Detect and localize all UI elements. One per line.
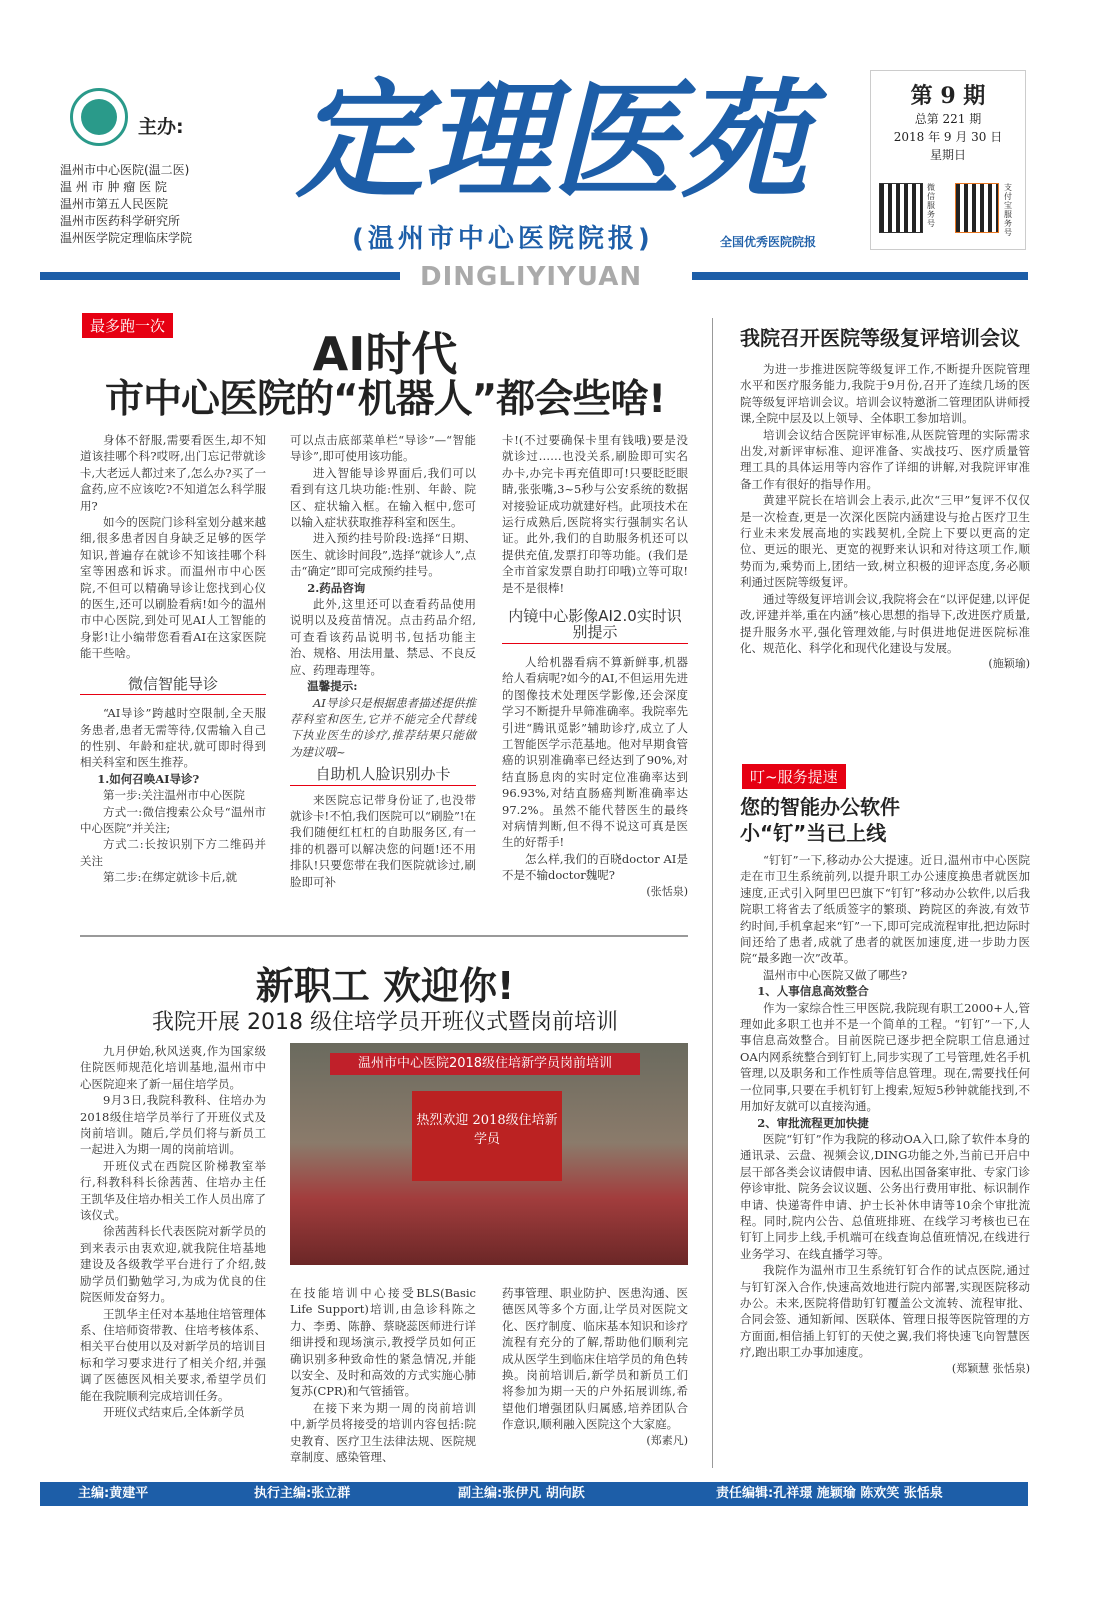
masthead-subtitle: (温州市中心医院院报): [352, 224, 654, 254]
sponsor-item: 温州市中心医院(温二医): [60, 163, 190, 177]
article3: [740, 794, 1030, 1377]
sponsor-item: 温州市医药科学研究所: [60, 214, 181, 228]
subheading: 2.药品咨询: [307, 580, 366, 595]
paragraph: 在技能培训中心接受BLS(Basic Life Support)培训,由急诊科陈之力、李勇、陈静、蔡晓蕊医师进行详细讲授和现场演示,教授学员如何正确识别多种致命性的紧急情况,并能以安全、及时和高效的方式实施心肺复苏(CPR)和气管插管。: [290, 1286, 476, 1399]
sponsor-item: 温 州 市 肿 瘤 医 院: [60, 180, 167, 194]
paragraph: 9月3日,我院科教科、住培办为2018级住培学员举行了开班仪式及岗前培训。随后,学员们将与新员工一起进入为期一周的岗前培训。: [80, 1093, 266, 1157]
paragraph: “AI导诊”跨越时空限制,全天服务患者,患者无需等待,仅需输入自己的性别、年龄和症状,就可即时得到相关科室和医生推荐。: [80, 706, 266, 770]
section-heading: 内镜中心影像AI2.0实时识别提示: [502, 608, 688, 644]
paragraph: 在接下来为期一周的岗前培训中,新学员将接受的培训内容包括:院史教育、医疗卫生法律法规、医院规章制度、感染管理、: [290, 1400, 476, 1465]
sponsor-item: 温州医学院定理临床学院: [60, 231, 193, 245]
article3-body: [740, 852, 1030, 1377]
paragraph: 身体不舒服,需要看医生,却不知道该挂哪个科?哎呀,出门忘记带就诊卡,大老远人都过来了,怎么办?买了一盒药,应不应该吃?不知道怎么科学服用?: [80, 433, 266, 513]
paragraph: 方式二:长按识别下方二维码并关注: [80, 837, 266, 868]
article1-col3: [502, 432, 688, 900]
paragraph: 卡!(不过要确保卡里有钱哦)要是没就诊过……也没关系,刷脸即可实名办卡,办完卡再充值即可!只要眨眨眼睛,张张嘴,3~5秒与公安系统的数据对接验证成功就建好档。此项技术在运行成熟后,医院将实行强制实名认证。此外,我们的自助服务机还可以提供充值,发票打印等功能。(我们是全市首家发票自助打印哦)立等可取!是不是很棒!: [502, 433, 688, 595]
article4-subtitle: 我院开展 2018 级住培学员开班仪式暨岗前培训: [152, 1010, 618, 1035]
paragraph: 进入智能导诊界面后,我们可以看到有这几块功能:性别、年龄、院区、症状输入框。在输入框中,您可以输入症状获取推荐科室和医生。: [290, 465, 476, 530]
article4-col2: [290, 1285, 476, 1465]
award-label: 全国优秀医院院报: [720, 235, 817, 249]
responsible-editors: 责任编辑:孔祥璟 施颖瑜 陈欢笑 张恬泉: [716, 1486, 943, 1501]
header-bar-left: [40, 272, 400, 280]
article1-title-line2: 市中心医院的“机器人”都会些啥!: [104, 377, 666, 422]
paragraph: 方式一:微信搜索公众号“温州市中心医院”并关注;: [80, 804, 266, 835]
article3-tag: 叮~服务提速: [742, 764, 846, 789]
paragraph: 人给机器看病不算新鲜事,机器给人看病呢?如今的AI,不但运用先进的图像技术处理医学影像,还会深度学习不断提升早筛准确率。我院率先引进“腾讯觅影”辅助诊疗,成立了人工智能医学示范基地。他对早期食管癌的识别准确率已经达到了90%,对结直肠息肉的实时定位准确率达到96.93%,对结直肠癌判断准确率达97.2%。虽然不能代替医生的最终对病情判断,但不得不说这可真是医生的好帮手!: [502, 654, 688, 850]
masthead-logo: [252, 55, 852, 215]
article1-col1: [80, 432, 266, 886]
article4-col3: [502, 1285, 688, 1449]
issue-weekday: 星期日: [929, 148, 966, 162]
paragraph: 为进一步推进医院等级复评工作,不断提升医院管理水平和医疗服务能力,我院于9月份,召开了连续几场的医院等级复评培训会议。培训会议特邀浙二管理团队讲师授课,全院中层及以上领导、全体职工参加培训。: [740, 362, 1030, 426]
total-issue: 总第 221 期: [914, 112, 982, 126]
paragraph: 培训会议结合医院评审标准,从医院管理的实际需求出发,对新评审标准、迎评准备、实战技巧、医疗质量管理工具的具体运用等内容作了详细的讲解,对我院评审准备工作有很好的指导作用。: [740, 427, 1030, 491]
paragraph: 九月伊始,秋风送爽,作为国家级住院医师规范化培训基地,温州市中心医院迎来了新一届住培学员。: [80, 1044, 266, 1091]
masthead-text: 定理医苑: [295, 66, 809, 215]
wechat-qr-icon[interactable]: [879, 183, 923, 233]
executive-editor: 执行主编:张立群: [254, 1486, 351, 1501]
chief-editor: 主编:黄建平: [78, 1486, 149, 1501]
section-heading: 自助机人脸识别办卡: [290, 766, 476, 785]
subheading: 1、人事信息高效整合: [757, 984, 869, 999]
author-signature: (施颖瑜): [988, 657, 1030, 671]
paragraph: “钉钉”一下,移动办公大提速。近日,温州市中心医院走在市卫生系统前列,以提升职工办公速度换患者就医加速度,正式引入阿里巴巴旗下“钉钉”移动办公软件,以后我院职工将省去了纸质签字的繁琐、跨院区的奔波,有效节约时间,手机拿起来“钉”一下,即可完成流程审批,把边际时间还给了患者,成就了患者的就医加速度,进一步助力医院“最多跑一次”改革。: [740, 853, 1030, 966]
paragraph: 开班仪式结束后,全体新学员: [103, 1404, 245, 1419]
alipay-qr-icon[interactable]: [955, 183, 999, 233]
training-photo: [290, 1043, 688, 1265]
host-label: 主办:: [138, 116, 184, 138]
issue-info-box: [870, 70, 1026, 250]
paragraph: 药事管理、职业防护、医患沟通、医德医风等多个方面,让学员对医院文化、医疗制度、临床基本知识和诊疗流程有充分的了解,帮助他们顺利完成从医学生到临床住培学员的角色转换。岗前培训后,新学员和新员工们将参加为期一天的户外拓展训练,希望他们增强团队归属感,培养团队合作意识,顺利融入医院这个大家庭。: [502, 1286, 688, 1432]
paragraph: 第二步:在绑定就诊卡后,就: [103, 870, 238, 885]
article1-tag: 最多跑一次: [82, 313, 173, 338]
masthead-pinyin: DINGLIYIYUAN: [420, 262, 643, 292]
subheading: 2、审批流程更加快捷: [757, 1115, 869, 1130]
paragraph: 第一步:关注温州市中心医院: [103, 788, 245, 803]
alipay-qr-label: 支付宝服务号: [1004, 183, 1012, 237]
header-bar-right: [692, 272, 1028, 280]
paragraph: 黄建平院长在培训会上表示,此次“三甲”复评不仅仅是一次检查,更是一次深化医院内涵建设与抢占医疗卫生行业未来发展高地的实践契机,全院上下要以更高的定位、更远的眼光、更宽的视野来认识和对待这项工作,顺势而为,乘势而上,团结一致,树立积极的迎评态度,务必顺利通过医院等级复评。: [740, 493, 1030, 590]
editorial-footer: [40, 1482, 1028, 1506]
subheading: 温馨提示:: [307, 679, 358, 694]
paragraph: 通过等级复评培训会议,我院将会在“以评促建,以评促改,评建并举,重在内涵”核心思想的指导下,改进医疗质量,提升服务水平,强化管理效能,与时俱进地促进医院标准化、规范化、科学化和现代化建设与发展。: [740, 591, 1030, 655]
sponsor-list: [60, 162, 192, 247]
article2: [740, 325, 1030, 673]
section-divider: [80, 935, 688, 937]
issue-number: 第 9 期: [910, 83, 986, 109]
paragraph: 医院“钉钉”作为我院的移动OA入口,除了软件本身的通讯录、云盘、视频会议,DING功能之外,当前已开启中层干部各类会议请假申请、因私出国备案审批、专家门诊停诊审批、院务会议议题、公务出行费用审批、标识制作申请、快递寄件申请、护士长补休申请等10余个审批流程。同时,院内公告、总值班排班、在线学习考核也已在钉钉上同步上线,手机端可在线查询总值班情况,在线进行业务学习、在线直播学习等。: [740, 1131, 1030, 1261]
photo-screen: 热烈欢迎 2018级住培新学员: [412, 1091, 562, 1181]
paragraph: 如今的医院门诊科室划分越来越细,很多患者因自身缺乏足够的医学知识,普遍存在就诊不知该挂哪个科室等困惑和诉求。而温州市中心医院,不但可以精确导诊让您找到心仪的医生,还可以刷脸看病!如今的温州市中心医院,到处可见AI人工智能的身影!让小编带您看看AI在这家医院能干些啥。: [80, 515, 266, 661]
article2-body: [740, 361, 1030, 673]
author-signature: (郑素凡): [646, 1433, 688, 1447]
paragraph: 我院作为温州市卫生系统钉钉合作的试点医院,通过与钉钉深入合作,快速高效地进行院内部署,实现医院移动办公。未来,医院将借助钉钉覆盖公文流转、流程审批、合同会签、通知新闻、医联体、管理日报等医院管理的方方面面,相信插上钉钉的天使之翼,我们将快速飞向智慧医疗,跑出职工办事加速度。: [740, 1263, 1030, 1360]
paragraph: 来医院忘记带身份证了,也没带就诊卡!不怕,我们医院可以“刷脸”!在我们随便红杠杠的自助服务区,有一排的机器可以解决您的问题!还不用排队!只要您带在我们医院就诊过,刷脸即可补: [290, 792, 476, 889]
article2-title: 我院召开医院等级复评培训会议: [740, 326, 1020, 350]
article4-title: 新职工 欢迎你!: [255, 964, 515, 1008]
column-divider: [712, 318, 713, 1468]
paragraph: 可以点击底部菜单栏“导诊”—“智能导诊”,即可使用该功能。: [290, 433, 476, 464]
deputy-editor: 副主编:张伊凡 胡向跃: [458, 1486, 585, 1501]
wechat-qr-label: 微信服务号: [927, 183, 935, 228]
article3-title-line2: 小“钉”当已上线: [740, 821, 887, 845]
paragraph: 此外,这里还可以查看药品使用说明以及疫苗情况。点击药品介绍,可查看该药品说明书,包括功能主治、规格、用法用量、禁忌、不良反应、药理毒理等。: [290, 597, 476, 677]
paragraph: 怎么样,我们的百晓doctor AI是不是不输doctor魏呢?: [502, 851, 688, 883]
article1-title-line1: AI时代: [312, 327, 458, 381]
paragraph: 开班仪式在西院区阶梯教室举行,科教科科长徐茜茜、住培办主任王凯华及住培办相关工作人员出席了该仪式。: [80, 1158, 266, 1223]
paragraph: 进入预约挂号阶段:选择“日期、医生、就诊时间段”,选择“就诊人”,点击“确定”即可完成预约挂号。: [290, 531, 476, 579]
tip-text: AI导诊只是根据患者描述提供推荐科室和医生,它并不能完全代替线下执业医生的诊疗,推荐结果只能做为建议哦~: [290, 695, 476, 759]
article4-col1: [80, 1043, 266, 1420]
sponsor-item: 温州市第五人民医院: [60, 197, 169, 211]
author-signature: (郑颖慧 张恬泉): [951, 1361, 1030, 1375]
article3-title-line1: 您的智能办公软件: [740, 795, 900, 819]
section-heading: 微信智能导诊: [80, 676, 266, 695]
issue-date: 2018 年 9 月 30 日: [893, 130, 1003, 144]
paragraph: 徐茜茜科长代表医院对新学员的到来表示由衷欢迎,就我院住培基地建设及各级教学平台进行了介绍,鼓励学员们勤勉学习,为成为优良的住院医师发奋努力。: [80, 1224, 266, 1305]
hospital-logo: [70, 88, 128, 146]
author-signature: (张恬泉): [646, 884, 688, 898]
paragraph: 作为一家综合性三甲医院,我院现有职工2000+人,管理如此多职工也并不是一个简单的工程。“钉钉”一下,人事信息高效整合。目前医院已逐步把全院职工信息通过OA内网系统整合到钉钉上,同步实现了工号管理,姓名手机管理,以及职务和工作性质等信息管理。现在,需要找任何一位同事,只要在手机钉钉上搜索,短短5秒钟就能找到,不用加好友就可以直接沟通。: [740, 1000, 1030, 1114]
subheading: 1.如何召唤AI导诊?: [97, 771, 200, 786]
paragraph: 王凯华主任对本基地住培管理体系、住培师资带教、住培考核体系、相关平台使用以及对新学员的培训目标和学习要求进行了相关介绍,并强调了医德医风相关要求,希望学员们能在我院顺利完成培训任务。: [80, 1306, 266, 1403]
paragraph: 温州市中心医院又做了哪些?: [763, 967, 908, 982]
photo-banner: 温州市中心医院2018级住培新学员岗前培训: [330, 1053, 640, 1075]
article1-col2: [290, 432, 476, 890]
